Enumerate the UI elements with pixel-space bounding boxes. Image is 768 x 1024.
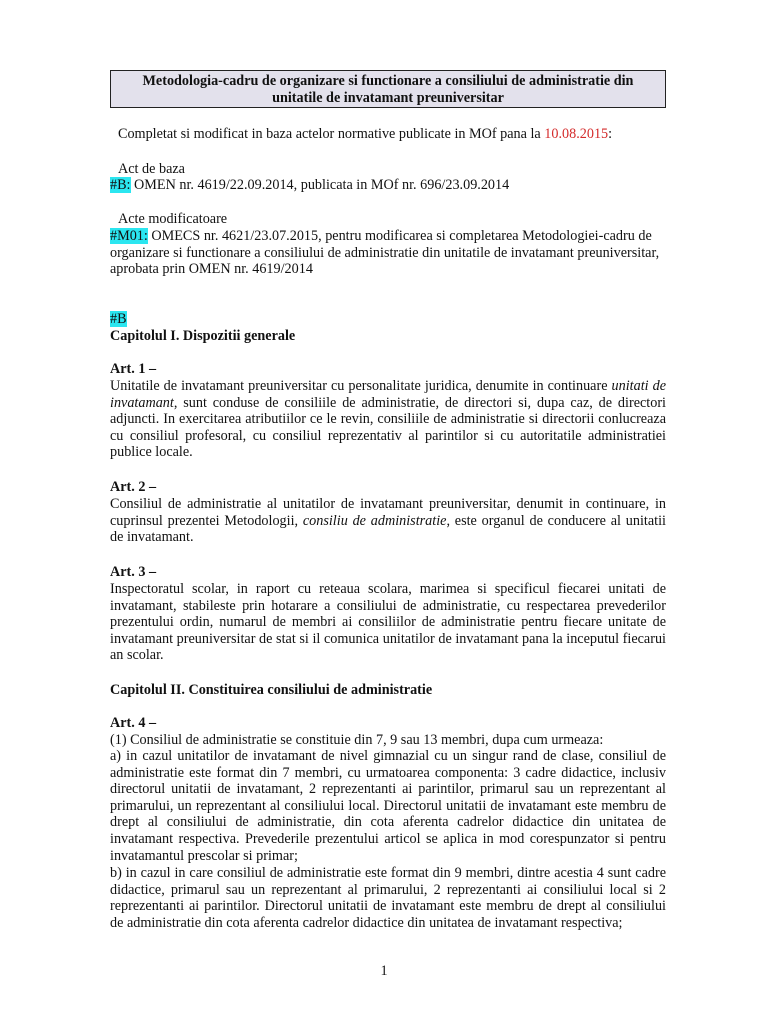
art-2-text-b: , este organul de conducere al unitatii de invatamant. [110, 512, 666, 546]
art-4-para-b: b) in cazul in care consiliul de administratie este format din 9 membri, dintre acestia 4 sunt cadre didactice, primarul sau un reprezentant al primarului, 2 reprezentanti ai consiliului local si 2 reprezentanti ai parintilor. Directorul unitatii de invatamant este membru de drept al consiliului de administratie din cota aferenta cadrelor didactice din unitatea de invatamant respectiva; [110, 865, 666, 931]
art-4-para-a: a) in cazul unitatilor de invatamant de nivel gimnazial cu un singur rand de clase, consiliul de administratie este format din 7 membri, cu urmatoarea componenta: 3 cadre didactice, inclusiv directorul unitatii de invatamant, 2 reprezentanti ai parintilor, primarul sau un reprezentant al primarului, un reprezentant al consiliului local. Directorul unitatii de invatamant este membru de drept al consiliului de administratie, din cota aferenta cadrelor didactice din unitatea de invatamant respectiva. Prevederile prezentului articol se aplica in mod corespunzator si pentru invatamantul prescolar si primar; [110, 748, 666, 864]
modifying-act-tag: #M01: [110, 228, 148, 244]
chapter-2-heading: Capitolul II. Constituirea consiliului de administratie [110, 682, 433, 698]
base-act [110, 177, 666, 194]
art-1-text-a: Unitatile de invatamant preuniversitar cu personalitate juridica, denumite in continuare [110, 378, 612, 394]
art-1-italic: unitati de invatamant [110, 378, 666, 411]
page-number: 1 [380, 963, 388, 979]
update-note [110, 126, 674, 143]
base-act-label: Act de baza [118, 161, 185, 177]
modifying-act-text: OMECS nr. 4621/23.07.2015, pentru modificarea si completarea Metodologiei-cadru de organizare si functionare a consiliului de administratie din unitatile de invatamant preuniversitar, aprobata prin OMEN nr. 4619/2014 [110, 228, 660, 278]
art-2-italic: consiliu de administratie [302, 512, 447, 529]
base-act-tag: #B: [110, 177, 131, 193]
base-act-text: OMEN nr. 4619/22.09.2014, publicata in MOf nr. 696/23.09.2014 [130, 177, 510, 193]
art-3-heading: Art. 3 – [110, 564, 157, 580]
art-1-heading: Art. 1 – [110, 361, 157, 377]
art-2-text-a: Consiliul de administratie al unitatilor de invatamant preuniversitar, denumit in continuare, in cuprinsul prezentei Metodologii, [110, 496, 666, 529]
section-tag: #B [110, 311, 127, 327]
modifying-acts-label: Acte modificatoare [118, 211, 228, 227]
art-4-heading: Art. 4 – [110, 715, 157, 731]
chapter-1-heading: Capitolul I. Dispozitii generale [110, 328, 296, 344]
art-2-heading: Art. 2 – [110, 479, 157, 495]
art-2-body [110, 496, 666, 546]
art-1-text-b: , sunt conduse de consiliile de administratie, de directori si, dupa caz, de directori adjuncti. In exercitarea atributiilor ce le revin, consiliile de administratie si directorii conlucreaza cu consiliul profesoral, cu consiliul reprezentativ al parintilor si cu autoritatile administratiei publice locale. [110, 394, 666, 461]
document-title [110, 70, 666, 108]
art-1-body [110, 378, 666, 461]
art-4-para-1: (1) Consiliul de administratie se constituie din 7, 9 sau 13 membri, dupa cum urmeaza: [110, 732, 604, 748]
update-note-text: Completat si modificat in baza actelor normative publicate in MOf pana la [118, 126, 545, 142]
title-line-2: unitatile de invatamant preuniversitar [272, 90, 504, 106]
section-marker [110, 311, 666, 328]
update-note-tail: : [608, 126, 613, 142]
update-date: 10.08.2015 [544, 126, 609, 142]
art-3-body: Inspectoratul scolar, in raport cu reteaua scolara, marimea si specificul fiecarei unitati de invatamant, stabileste prin hotarare a consiliului de administratie, cu respectarea prevederilor prezentului ordin, numarul de membri ai consiliilor de administratie pentru fiecare unitate de invatamant preuniversitar de stat si il comunica unitatilor de invatamant pana la inceputul fiecarui an scolar. [110, 581, 666, 664]
modifying-act [110, 228, 666, 278]
title-line-1: Metodologia-cadru de organizare si functionare a consiliului de administratie din [142, 73, 634, 89]
